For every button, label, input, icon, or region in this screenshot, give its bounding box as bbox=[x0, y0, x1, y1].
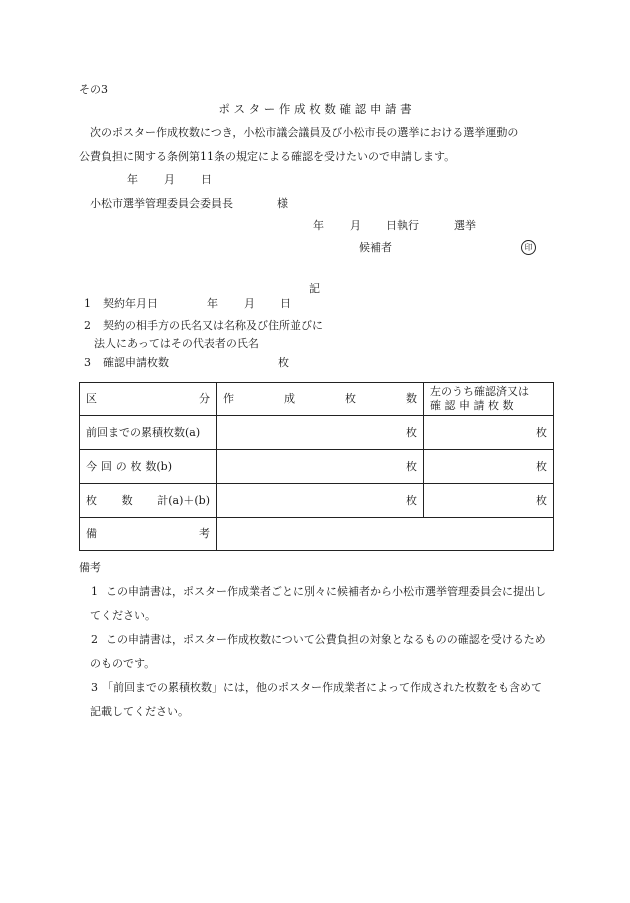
row-current-char-2: 回 bbox=[100, 459, 112, 473]
row-previous-production-cell: 枚 bbox=[217, 416, 424, 450]
header-confirmed-line-1: 左のうち確認済又は bbox=[430, 385, 529, 399]
header-category-char-1: 区 bbox=[86, 392, 97, 406]
row-current-char-4: 枚 bbox=[130, 459, 142, 473]
table-row-total bbox=[80, 484, 554, 518]
header-production-char-3: 枚 bbox=[345, 392, 356, 406]
row-previous-confirmed-cell: 枚 bbox=[424, 416, 554, 450]
header-production-char-1: 作 bbox=[223, 392, 234, 406]
item-2-number: 2 bbox=[84, 319, 91, 332]
item-1-month: 月 bbox=[244, 297, 255, 310]
form-title: ポ ス タ ー 作 成 枚 数 確 認 申 請 書 bbox=[218, 102, 412, 116]
row-remarks-label bbox=[80, 518, 217, 551]
item-1-day: 日 bbox=[280, 297, 291, 310]
table-header-row bbox=[80, 383, 554, 416]
table-row-remarks bbox=[80, 518, 554, 551]
note-2-number: 2 bbox=[91, 633, 98, 646]
row-total-confirmed-cell: 枚 bbox=[424, 484, 554, 518]
item-1-label: 契約年月日 bbox=[103, 297, 158, 310]
row-total-char-3: 計(a)＋(b) bbox=[157, 493, 210, 507]
application-date-day: 日 bbox=[201, 173, 212, 186]
header-confirmed-count bbox=[424, 383, 554, 416]
addressee: 小松市選挙管理委員会委員長 bbox=[90, 197, 233, 210]
election-month: 月 bbox=[350, 219, 361, 232]
item-1-year: 年 bbox=[207, 297, 218, 310]
row-remarks-char-1: 備 bbox=[86, 527, 97, 541]
poster-count-table bbox=[79, 382, 554, 551]
item-3-label: 確認申請枚数 bbox=[103, 356, 169, 369]
note-1-number: 1 bbox=[91, 585, 98, 598]
note-3-number: 3 bbox=[91, 681, 98, 694]
row-total-char-2: 数 bbox=[121, 493, 133, 507]
row-current-production-cell: 枚 bbox=[217, 450, 424, 484]
intro-line-1: 次のポスター作成枚数につき，小松市議会議員及び小松市長の選挙における選挙運動の bbox=[90, 126, 519, 139]
item-3-number: 3 bbox=[84, 356, 91, 369]
item-2-line-2: 法人にあってはその代表者の氏名 bbox=[94, 337, 259, 350]
application-date-month: 月 bbox=[164, 173, 175, 186]
seal-mark: 印 bbox=[521, 240, 536, 255]
table-row-previous-cumulative bbox=[80, 416, 554, 450]
item-3-unit: 枚 bbox=[278, 356, 289, 369]
table-row-current bbox=[80, 450, 554, 484]
row-current-char-5: 数(b) bbox=[145, 459, 172, 473]
row-total-char-1: 枚 bbox=[86, 493, 97, 507]
row-remarks-char-2: 考 bbox=[199, 527, 210, 541]
application-date-year: 年 bbox=[127, 173, 138, 186]
candidate-label: 候補者 bbox=[359, 241, 392, 254]
row-current-confirmed-cell: 枚 bbox=[424, 450, 554, 484]
note-1-text: この申請書は，ポスター作成業者ごとに別々に候補者から小松市選挙管理委員会に提出してください。 bbox=[90, 585, 546, 622]
election-label: 選挙 bbox=[454, 219, 476, 232]
election-day-held: 日執行 bbox=[386, 219, 419, 232]
row-remarks-cell bbox=[217, 518, 554, 551]
header-category bbox=[80, 383, 217, 416]
intro-line-2: 公費負担に関する条例第11条の規定による確認を受けたいので申請します。 bbox=[79, 150, 456, 163]
row-current-label bbox=[80, 450, 217, 484]
header-category-char-2: 分 bbox=[199, 392, 210, 406]
note-3-text: 「前回までの累積枚数」には，他のポスター作成業者によって作成された枚数をも含めて記載してください。 bbox=[90, 681, 542, 718]
honorific: 様 bbox=[277, 197, 288, 210]
notes-heading: 備考 bbox=[79, 561, 101, 574]
row-previous-label: 前回までの累積枚数(a) bbox=[80, 416, 217, 450]
election-year: 年 bbox=[313, 219, 324, 232]
header-production-count bbox=[217, 383, 424, 416]
row-current-char-3: の bbox=[115, 459, 127, 473]
item-2-line-1: 契約の相手方の氏名又は名称及び住所並びに bbox=[103, 319, 323, 332]
row-current-char-1: 今 bbox=[86, 459, 97, 473]
header-confirmed-line-2: 確 認 申 請 枚 数 bbox=[430, 399, 514, 412]
form-number: その3 bbox=[79, 83, 108, 96]
ki-heading: 記 bbox=[309, 282, 320, 295]
header-production-char-2: 成 bbox=[284, 392, 295, 406]
header-production-char-4: 数 bbox=[406, 392, 417, 406]
row-total-label bbox=[80, 484, 217, 518]
note-2-text: この申請書は，ポスター作成枚数について公費負担の対象となるものの確認を受けるためのものです。 bbox=[90, 633, 546, 670]
row-total-production-cell: 枚 bbox=[217, 484, 424, 518]
item-1-number: 1 bbox=[84, 297, 91, 310]
